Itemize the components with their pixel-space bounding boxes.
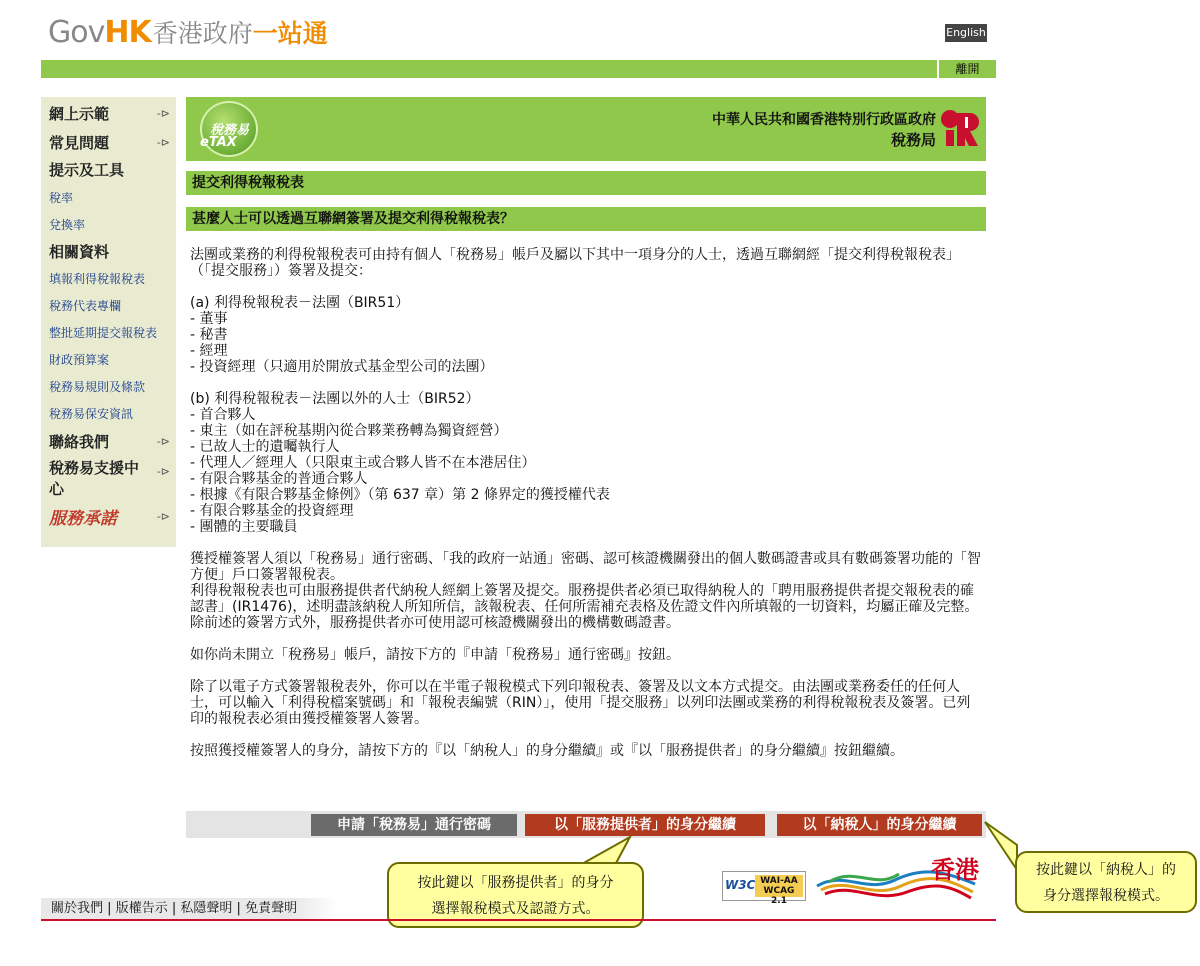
sidebar-item-label: 網上示範	[49, 105, 110, 123]
footer-link-about[interactable]: 關於我們	[51, 901, 104, 916]
logo-cn-highlight-text: 一站通	[252, 19, 328, 48]
arrow-icon: -⊳	[156, 510, 170, 523]
footer-links	[41, 898, 337, 919]
sidebar-link-exchange-rates[interactable]	[41, 210, 176, 237]
sidebar-item-online-demo[interactable]	[41, 97, 176, 127]
sidebar-link-label: 填報利得稅報稅表	[49, 272, 146, 286]
footer-link-privacy[interactable]: 私隱聲明	[180, 901, 233, 916]
ir-logo-icon	[940, 109, 980, 147]
paragraph-apply-account: 如你尚未開立「稅務易」帳戶，請按下方的『申請「稅務易」通行密碼』按鈕。	[190, 647, 680, 663]
sidebar-link-budget[interactable]	[41, 345, 176, 372]
wcag-level	[755, 875, 803, 906]
list-item: - 團體的主要職員	[190, 519, 298, 535]
footer-link-copyright[interactable]: 版權告示	[115, 901, 168, 916]
sidebar-link-terms[interactable]	[41, 372, 176, 399]
group-a	[190, 295, 982, 375]
exit-button[interactable]: 離開	[937, 60, 996, 78]
callout-taxpayer	[1015, 851, 1197, 913]
logo-gov-text: Gov	[48, 15, 105, 50]
apply-password-button[interactable]: 申請「稅務易」通行密碼	[311, 814, 517, 836]
footer-link-disclaimer[interactable]: 免責聲明	[245, 901, 298, 916]
sidebar-link-label: 稅務易保安資訊	[49, 407, 134, 421]
brand-hong-kong-logo	[815, 850, 983, 910]
list-item: - 首合夥人	[190, 407, 256, 423]
sidebar-heading-tips-tools	[41, 157, 176, 183]
sidebar-link-bulk-extension[interactable]	[41, 318, 176, 345]
sidebar	[41, 97, 176, 547]
list-item: - 有限合夥基金的投資經理	[190, 503, 354, 519]
sidebar-item-faq[interactable]	[41, 127, 176, 157]
govhk-logo[interactable]	[48, 14, 328, 50]
footer-separator: |	[107, 901, 112, 916]
paragraph-instructions: 按照獲授權簽署人的身分，請按下方的『以「納稅人」的身分繼續』或『以「服務提供者」的身分繼續』按鈕繼續。	[190, 743, 904, 759]
sidebar-link-label: 整批延期提交報稅表	[49, 326, 158, 340]
sidebar-link-label: 稅務代表專欄	[49, 299, 122, 313]
etax-logo-cn: 稅務易	[210, 123, 250, 138]
sidebar-item-contact-us[interactable]	[41, 426, 176, 456]
w3c-logo-text: W3C	[725, 878, 756, 892]
arrow-icon: -⊳	[156, 465, 170, 478]
sidebar-heading-label: 相關資料	[49, 243, 110, 261]
callout-line: 身分選擇報稅模式。	[1043, 888, 1169, 904]
wcag-level-line1: WAI-AA	[760, 876, 798, 886]
department-name-line2: 稅務局	[890, 131, 936, 149]
sidebar-item-label: 稅務易支援中心	[49, 459, 140, 498]
sidebar-item-label: 服務承諾	[49, 509, 117, 529]
group-b-title: (b) 利得稅報稅表－法團以外的人士（BIR52）	[190, 391, 480, 407]
department-name-line1: 中華人民共和國香港特別行政區政府	[712, 112, 936, 128]
wcag-level-line2: WCAG 2.1	[763, 886, 795, 906]
logo-cn-text: 香港政府	[152, 19, 253, 48]
sidebar-link-label: 稅務易規則及條款	[49, 380, 146, 394]
logo-hk-text: HK	[104, 15, 151, 50]
group-b	[190, 391, 982, 535]
footer-separator: |	[236, 901, 241, 916]
group-a-title: (a) 利得稅報稅表－法團（BIR51）	[190, 295, 410, 311]
etax-logo-en: eTAX	[200, 135, 237, 150]
arrow-icon: -⊳	[156, 435, 170, 448]
brand-text: 香港	[931, 856, 979, 884]
list-item: - 代理人／經理人（只限東主或合夥人皆不在本港居住）	[190, 455, 536, 471]
sidebar-link-security[interactable]	[41, 399, 176, 426]
service-provider-button[interactable]: 以「服務提供者」的身分繼續	[525, 814, 765, 836]
footer-separator: |	[171, 901, 177, 916]
sidebar-link-filing-guide[interactable]	[41, 264, 176, 291]
page-title: 提交利得稅報稅表	[186, 171, 986, 195]
sidebar-item-support-centre[interactable]	[41, 456, 176, 500]
paragraph-signing: 獲授權簽署人須以「稅務易」通行密碼、「我的政府一站通」密碼、認可核證機關發出的個人數碼證書或具有數碼簽署功能的「智方便」戶口簽署報稅表。	[190, 551, 981, 583]
sidebar-link-label: 稅率	[49, 191, 74, 205]
etax-banner	[186, 97, 986, 161]
list-item: - 東主（如在評稅基期內從合夥業務轉為獨資經營）	[190, 423, 508, 439]
w3c-wcag-badge[interactable]	[722, 871, 806, 906]
sidebar-link-label: 兌換率	[49, 218, 86, 232]
callout-line: 按此鍵以「服務提供者」的身分	[417, 875, 614, 891]
footer-divider	[41, 919, 996, 921]
sidebar-link-label: 財政預算案	[49, 353, 110, 367]
intro-paragraph: 法團或業務的利得稅報稅表可由持有個人「稅務易」帳戶及屬以下其中一項身分的人士，透過互聯網經「提交利得稅報稅表」（「提交服務」）簽署及提交：	[190, 247, 960, 279]
list-item: - 董事	[190, 311, 228, 327]
taxpayer-button[interactable]: 以「納稅人」的身分繼續	[777, 814, 982, 836]
list-item: - 投資經理（只適用於開放式基金型公司的法團）	[190, 359, 494, 375]
english-language-button[interactable]: English	[945, 24, 987, 42]
paragraph-paper-filing: 除了以電子方式簽署報稅表外，你可以在半電子報稅模式下列印報稅表、簽署及以文本方式提交。由法團或業務委任的任何人士，可以輸入「利得稅檔案號碼」和「報稅表編號（RIN）」，使用「提交服務」以列印法團或業務的利得稅報稅表及簽署。已列印的報稅表必須由獲授權簽署人簽署。	[190, 679, 971, 727]
callout-line: 選擇報稅模式及認證方式。	[431, 901, 600, 917]
paragraph-service-provider: 利得稅報稅表也可由服務提供者代納稅人經網上簽署及提交。服務提供者必須已取得納稅人的「聘用服務提供者提交報稅表的確認書」(IR1476)，述明盡該納稅人所知所信，該報稅表、任何所需補充表格及佐證文件內所填報的一切資料，均屬正確及完整。除前述的簽署方式外，服務提供者亦可使用認可核證機關發出的機構數碼證書。	[190, 583, 979, 631]
list-item: - 有限合夥基金的普通合夥人	[190, 471, 368, 487]
top-nav-bar	[41, 60, 937, 78]
sidebar-item-label: 常見問題	[49, 134, 110, 152]
sidebar-item-performance-pledge[interactable]	[41, 500, 176, 532]
sidebar-item-label: 聯絡我們	[49, 433, 110, 451]
section-title: 甚麼人士可以透過互聯網簽署及提交利得稅報稅表？	[186, 207, 986, 231]
sidebar-heading-related-info	[41, 237, 176, 264]
arrow-icon: -⊳	[156, 107, 170, 120]
arrow-icon: -⊳	[156, 136, 170, 149]
list-item: - 經理	[190, 343, 228, 359]
sidebar-heading-label: 提示及工具	[49, 161, 125, 179]
sidebar-link-tax-rep-corner[interactable]	[41, 291, 176, 318]
callout-line: 按此鍵以「納稅人」的	[1036, 862, 1176, 878]
list-item: - 根據《有限合夥基金條例》（第 637 章）第 2 條界定的獲授權代表	[190, 487, 610, 503]
sidebar-link-tax-rates[interactable]	[41, 183, 176, 210]
list-item: - 秘書	[190, 327, 228, 343]
list-item: - 已故人士的遺囑執行人	[190, 439, 340, 455]
